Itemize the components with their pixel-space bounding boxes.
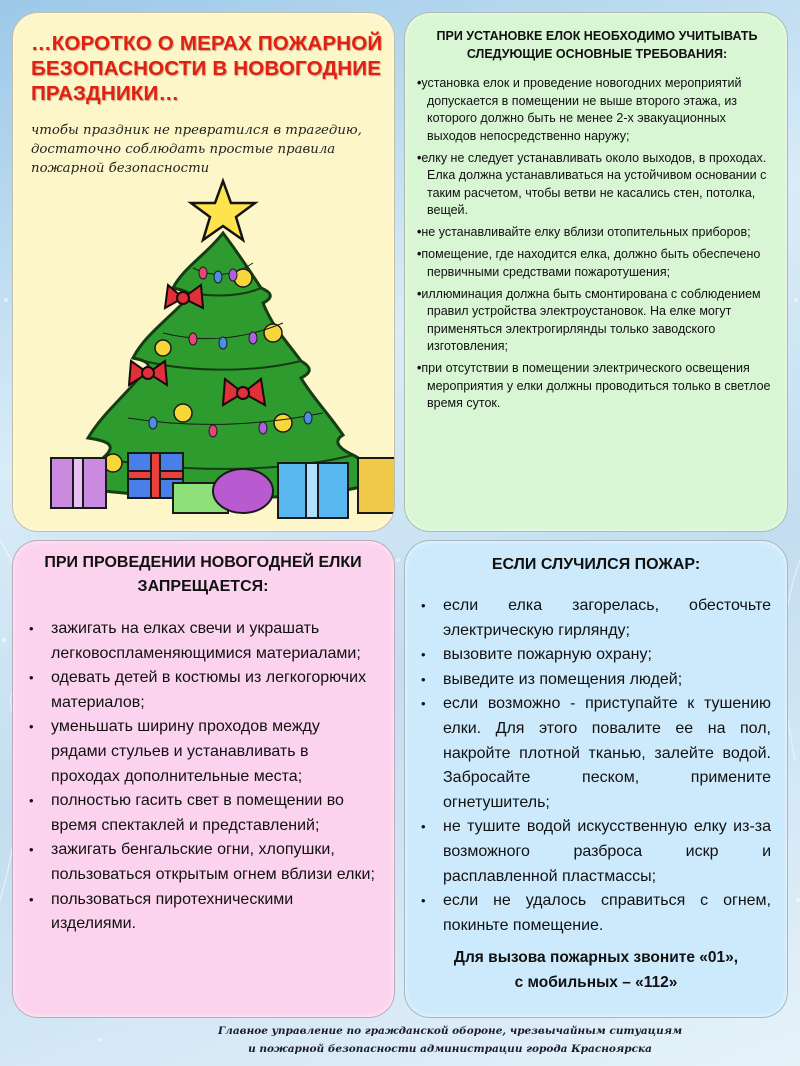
bullet-icon: • [421, 647, 426, 663]
list-item-text: полностью гасить свет в помещении во время спектаклей и представлений; [51, 792, 344, 834]
list-item-text: зажигать бенгальские огни, хлопушки, пользоваться открытым огнем вблизи елки; [51, 841, 375, 883]
list-item-text: установка елок и проведение новогодних мероприятий допускается в помещении не выше второго этажа, из которого должно быть не менее 2-х эвакуационных выходов непосредственно наружу; [421, 76, 742, 143]
bullet-icon: • [29, 670, 34, 686]
intro-subtitle-line: достаточно соблюдать простые правила [31, 142, 336, 157]
fire-heading: ЕСЛИ СЛУЧИЛСЯ ПОЖАР: [491, 556, 701, 573]
footer-line: Главное управление по гражданской обороне, чрезвычайным ситуациям [217, 1025, 683, 1037]
christmas-tree-illustration [33, 173, 395, 532]
list-item [417, 224, 777, 242]
list-item [419, 594, 771, 643]
requirements-heading-line: ПРИ УСТАНОВКЕ ЕЛОК НЕОБХОДИМО УЧИТЫВАТЬ [436, 29, 758, 43]
list-item [419, 692, 771, 815]
list-item [27, 789, 377, 838]
prohibited-panel [12, 540, 395, 1018]
intro-title-line: БЕЗОПАСНОСТИ В НОВОГОДНИЕ [31, 57, 382, 80]
list-item [419, 643, 771, 668]
intro-panel [12, 12, 395, 532]
footer-credit [150, 1022, 750, 1058]
list-item-text: если елка загорелась, обесточьте электрическую гирлянду; [443, 597, 771, 639]
list-item-text: пользоваться пиротехническими изделиями. [51, 890, 294, 933]
list-item [417, 286, 777, 356]
bullet-icon: • [417, 247, 422, 261]
intro-subtitle-line: чтобы праздник не превратился в трагедию, [31, 123, 362, 138]
list-item [27, 888, 377, 937]
bullet-icon: • [29, 719, 34, 735]
intro-subtitle [31, 121, 391, 178]
intro-title-line: ПРАЗДНИКИ… [31, 82, 180, 105]
requirements-panel [404, 12, 788, 532]
list-item-text: помещение, где находится елка, должно быть обеспечено первичными средствами пожаротушения; [421, 247, 761, 279]
emergency-call-line: с мобильных – «112» [514, 974, 678, 991]
requirements-heading-line: СЛЕДУЮЩИЕ ОСНОВНЫЕ ТРЕБОВАНИЯ: [466, 47, 728, 61]
bullet-icon: • [29, 842, 34, 858]
list-item-text: не тушите водой искусственную елку из-за возможного разброса искр и расплавленной пластмассы; [443, 818, 771, 885]
bullet-icon: • [421, 893, 426, 909]
requirements-heading [421, 27, 773, 63]
list-item [417, 150, 777, 220]
list-item-text: зажигать на елках свечи и украшать легковоспламеняющимися материалами; [51, 620, 361, 662]
bullet-icon: • [417, 225, 422, 239]
prohibited-list [27, 617, 377, 937]
list-item-text: вызовите пожарную охрану; [443, 646, 652, 664]
list-item [27, 617, 377, 666]
bullet-icon: • [417, 150, 422, 165]
list-item [417, 246, 777, 281]
list-item [27, 715, 377, 789]
list-item [419, 815, 771, 889]
intro-subtitle-line: пожарной безопасности [31, 161, 210, 176]
list-item-text: иллюминация должна быть смонтирована с соблюдением правил устройства электроустановок. На елке могут применяться электрогирлянды только заводского изготовления; [421, 286, 761, 353]
bullet-icon: • [29, 793, 34, 809]
bullet-icon: • [421, 819, 426, 835]
list-item-text: не устанавливайте елку вблизи отопительных приборов; [421, 225, 751, 239]
prohibited-heading-line: ЗАПРЕЩАЕТСЯ: [137, 578, 269, 595]
list-item [417, 360, 777, 413]
list-item-text: выведите из помещения людей; [443, 670, 683, 688]
bullet-icon: • [417, 361, 422, 375]
list-item [419, 668, 771, 693]
prohibited-heading-line: ПРИ ПРОВЕДЕНИИ НОВОГОДНЕЙ ЕЛКИ [44, 554, 362, 571]
fire-panel [404, 540, 788, 1018]
list-item [27, 838, 377, 887]
list-item [417, 75, 777, 145]
prohibited-heading [23, 551, 383, 599]
bullet-icon: • [421, 598, 426, 613]
list-item-text: при отсутствии в помещении электрического освещения мероприятия у елки должны проводиться только в светлое время суток. [421, 361, 771, 410]
bullet-icon: • [417, 76, 422, 90]
footer-line: и пожарной безопасности администрации города Красноярска [248, 1043, 652, 1055]
requirements-list [417, 75, 777, 417]
list-item-text: уменьшать ширину проходов между рядами стульев и устанавливать в проходах дополнительные места; [51, 718, 320, 785]
list-item-text: елку не следует устанавливать около выходов, в проходах. Елка должна устанавливаться на устойчивом основании с таким расчетом, чтобы ветви не касались стен, потолка, вещей. [421, 150, 767, 217]
list-item-text: если не удалось справиться с огнем, покиньте помещение. [443, 892, 771, 934]
bullet-icon: • [421, 671, 426, 687]
list-item-text: одевать детей в костюмы из легкогорючих материалов; [51, 669, 367, 711]
intro-title-line: …КОРОТКО О МЕРАХ ПОЖАРНОЙ [31, 32, 383, 55]
fire-list [419, 594, 771, 938]
list-item-text: если возможно - приступайте к тушению елки. Для этого повалите ее на пол, накройте плотной тканью, залейте водой. Забросайте песком, примените огнетушитель; [443, 695, 771, 811]
bullet-icon: • [417, 286, 422, 301]
emergency-call-line: Для вызова пожарных звоните «01», [453, 949, 739, 966]
bullet-icon: • [29, 891, 34, 907]
bullet-icon: • [421, 696, 426, 712]
list-item [419, 889, 771, 938]
list-item [27, 666, 377, 715]
bullet-icon: • [29, 621, 34, 636]
emergency-call-note [415, 945, 777, 995]
intro-title [31, 31, 391, 106]
